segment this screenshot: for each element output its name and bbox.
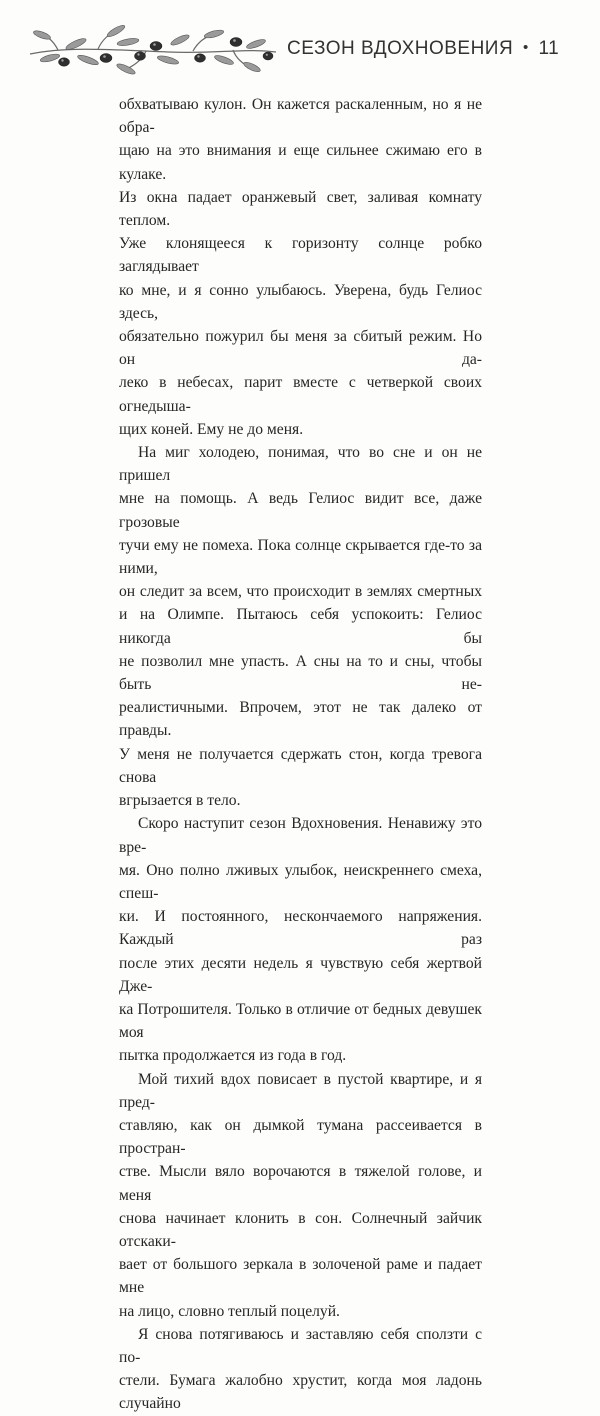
text-line: стве. Мысли вяло ворочаются в тяжелой голове, и меня [119,1163,482,1204]
text-line: На миг холодею, понимая, что во сне и он не пришел [119,444,482,485]
text-line: вгрызается в тело. [119,792,241,810]
text-line: после этих десяти недель я чувствую себя жертвой Дже- [119,954,482,995]
olive-branch-icon [28,16,278,78]
text-line: мне на помощь. А ведь Гелиос видит все, даже грозовые [119,490,482,531]
page-body-text [119,93,482,1416]
running-head [0,12,600,82]
text-line: щаю на это внимания и еще сильнее сжимаю его в кулаке. [119,142,482,183]
text-line: реалистичными. Впрочем, этот не так далеко от правды. [119,699,482,740]
text-line: тучи ему не помеха. Пока солнце скрывается где-то за ними, [119,536,482,578]
page-number: 11 [538,38,560,59]
text-line: не позволил мне упасть. А сны на то и сны, чтобы быть не- [119,652,482,694]
text-line: ка Потрошителя. Только в отличие от бедных девушек моя [119,1000,482,1042]
text-line: мя. Оно полно лживых улыбок, неискреннего смеха, спеш- [119,861,482,902]
text-line: Из окна падает оранжевый свет, заливая комнату теплом. [119,188,482,230]
text-line: обхватываю кулон. Он кажется раскаленным, но я не обра- [119,96,482,137]
text-line: пытка продолжается из года в год. [119,1047,347,1065]
text-line: леко в небесах, парит вместе с четверкой своих огнедыша- [119,374,482,415]
text-line: щих коней. Ему не до меня. [119,420,304,438]
text-line: У меня не получается сдержать стон, когда тревога снова [119,745,482,786]
book-section-title: СЕЗОН ВДОХНОВЕНИЯ [287,38,514,59]
text-line: и на Олимпе. Пытаюсь себя успокоить: Гелиос никогда бы [119,606,482,647]
text-line: ки. И постоянного, нескончаемого напряжения. Каждый раз [119,908,482,949]
text-line: Мой тихий вдох повисает в пустой квартире, и я пред- [119,1070,482,1111]
text-line: Скоро наступит сезон Вдохновения. Ненавижу это вре- [119,815,482,856]
text-line: ставляю, как он дымкой тумана рассеивается в простран- [119,1116,482,1158]
text-line: снова начинает клонить в сон. Солнечный зайчик отскаки- [119,1209,482,1250]
text-line: Уже клонящееся к горизонту солнце робко заглядывает [119,235,482,276]
text-line: Я снова потягиваюсь и заставляю себя сползти с по- [119,1325,482,1366]
text-line: вает от большого зеркала в золоченой раме и падает мне [119,1256,482,1297]
text-line: он следит за всем, что происходит в землях смертных [119,583,482,601]
header-separator: • [522,39,529,56]
text-line: ко мне, и я сонно улыбаюсь. Уверена, будь Гелиос здесь, [119,281,482,322]
text-line: стели. Бумага жалобно хрустит, когда моя ладонь случайно [119,1372,482,1413]
text-line: на лицо, словно теплый поцелуй. [119,1302,340,1320]
running-head-text [287,38,559,60]
text-line: обязательно пожурил бы меня за сбитый режим. Но он да- [119,328,482,369]
